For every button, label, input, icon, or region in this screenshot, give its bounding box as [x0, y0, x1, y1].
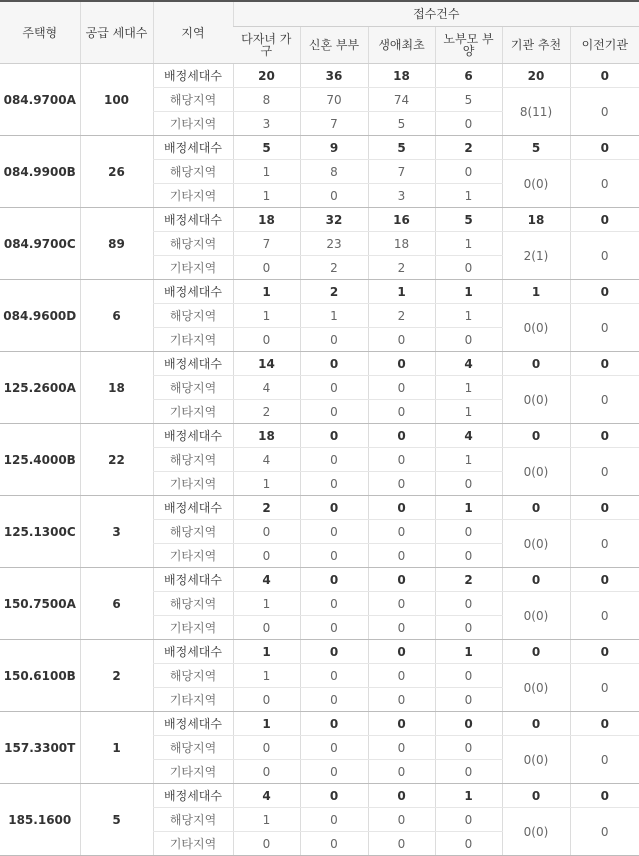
allocation-cell: 16 [368, 208, 435, 232]
supply-count-cell: 100 [80, 64, 153, 136]
allocation-cell: 0 [570, 712, 639, 736]
local-count-cell: 0 [368, 736, 435, 760]
header-elderly-parent: 노부모 부양 [435, 27, 502, 64]
allocation-cell: 4 [435, 352, 502, 376]
allocation-cell: 0 [570, 352, 639, 376]
relocation-count-cell: 0 [570, 376, 639, 424]
allocation-cell: 1 [368, 280, 435, 304]
allocation-cell: 0 [368, 424, 435, 448]
allocation-cell: 0 [300, 424, 368, 448]
other-count-cell: 0 [435, 760, 502, 784]
other-count-cell: 0 [233, 328, 300, 352]
allocation-cell: 18 [233, 208, 300, 232]
local-count-cell: 1 [435, 376, 502, 400]
allocation-cell: 18 [233, 424, 300, 448]
supply-count-cell: 5 [80, 784, 153, 856]
other-count-cell: 0 [233, 616, 300, 640]
institution-count-cell: 8(11) [502, 88, 570, 136]
local-count-cell: 4 [233, 376, 300, 400]
local-count-cell: 7 [233, 232, 300, 256]
local-count-cell: 18 [368, 232, 435, 256]
region-label-other: 기타지역 [153, 688, 233, 712]
other-count-cell: 7 [300, 112, 368, 136]
other-count-cell: 0 [233, 832, 300, 856]
region-label-local: 해당지역 [153, 304, 233, 328]
other-count-cell: 0 [435, 112, 502, 136]
table-row [0, 136, 639, 160]
allocation-cell: 0 [502, 784, 570, 808]
allocation-cell: 0 [300, 784, 368, 808]
region-label-allocation: 배정세대수 [153, 496, 233, 520]
other-count-cell: 1 [233, 472, 300, 496]
other-count-cell: 5 [368, 112, 435, 136]
header-relocation: 이전기관 [570, 27, 639, 64]
other-count-cell: 3 [368, 184, 435, 208]
header-supply: 공급 세대수 [80, 1, 153, 64]
allocation-cell: 0 [570, 496, 639, 520]
local-count-cell: 7 [368, 160, 435, 184]
table-row [0, 568, 639, 592]
table-row [0, 208, 639, 232]
relocation-count-cell: 0 [570, 304, 639, 352]
institution-count-cell: 0(0) [502, 448, 570, 496]
local-count-cell: 1 [300, 304, 368, 328]
allocation-cell: 36 [300, 64, 368, 88]
institution-count-cell: 2(1) [502, 232, 570, 280]
allocation-cell: 0 [435, 712, 502, 736]
allocation-cell: 0 [368, 712, 435, 736]
allocation-cell: 0 [570, 64, 639, 88]
other-count-cell: 0 [435, 832, 502, 856]
housing-type-cell: 084.9700A [0, 64, 80, 136]
header-received: 접수건수 [233, 1, 639, 27]
allocation-cell: 6 [435, 64, 502, 88]
other-count-cell: 0 [300, 472, 368, 496]
header-type: 주택형 [0, 1, 80, 64]
region-label-allocation: 배정세대수 [153, 568, 233, 592]
supply-count-cell: 3 [80, 496, 153, 568]
other-count-cell: 0 [368, 616, 435, 640]
relocation-count-cell: 0 [570, 448, 639, 496]
other-count-cell: 0 [435, 256, 502, 280]
other-count-cell: 0 [233, 688, 300, 712]
allocation-cell: 18 [502, 208, 570, 232]
table-row [0, 496, 639, 520]
other-count-cell: 0 [300, 544, 368, 568]
institution-count-cell: 0(0) [502, 808, 570, 856]
allocation-cell: 20 [233, 64, 300, 88]
region-label-allocation: 배정세대수 [153, 280, 233, 304]
supply-count-cell: 1 [80, 712, 153, 784]
local-count-cell: 1 [233, 304, 300, 328]
region-label-local: 해당지역 [153, 160, 233, 184]
local-count-cell: 1 [435, 232, 502, 256]
supply-count-cell: 6 [80, 280, 153, 352]
other-count-cell: 0 [300, 832, 368, 856]
housing-type-cell: 125.4000B [0, 424, 80, 496]
allocation-cell: 5 [435, 208, 502, 232]
supply-count-cell: 18 [80, 352, 153, 424]
local-count-cell: 0 [300, 664, 368, 688]
allocation-cell: 9 [300, 136, 368, 160]
institution-count-cell: 0(0) [502, 664, 570, 712]
allocation-cell: 0 [368, 640, 435, 664]
other-count-cell: 0 [233, 256, 300, 280]
table-row [0, 784, 639, 808]
allocation-cell: 0 [502, 352, 570, 376]
allocation-cell: 2 [435, 136, 502, 160]
allocation-cell: 0 [300, 496, 368, 520]
region-label-allocation: 배정세대수 [153, 352, 233, 376]
relocation-count-cell: 0 [570, 592, 639, 640]
local-count-cell: 0 [300, 592, 368, 616]
other-count-cell: 2 [368, 256, 435, 280]
region-label-allocation: 배정세대수 [153, 784, 233, 808]
allocation-cell: 2 [300, 280, 368, 304]
other-count-cell: 0 [435, 544, 502, 568]
table-header [0, 1, 639, 64]
housing-type-cell: 150.6100B [0, 640, 80, 712]
housing-type-cell: 185.1600 [0, 784, 80, 856]
housing-type-cell: 125.1300C [0, 496, 80, 568]
allocation-cell: 1 [233, 640, 300, 664]
local-count-cell: 0 [300, 376, 368, 400]
header-firsttime: 생애최초 [368, 27, 435, 64]
header-multichild: 다자녀 가구 [233, 27, 300, 64]
other-count-cell: 0 [368, 688, 435, 712]
allocation-cell: 1 [435, 280, 502, 304]
header-newlywed: 신혼 부부 [300, 27, 368, 64]
allocation-cell: 1 [233, 280, 300, 304]
housing-type-cell: 084.9700C [0, 208, 80, 280]
allocation-cell: 0 [300, 712, 368, 736]
allocation-cell: 0 [502, 424, 570, 448]
relocation-count-cell: 0 [570, 664, 639, 712]
allocation-cell: 4 [435, 424, 502, 448]
relocation-count-cell: 0 [570, 808, 639, 856]
relocation-count-cell: 0 [570, 232, 639, 280]
allocation-cell: 0 [570, 568, 639, 592]
local-count-cell: 0 [368, 592, 435, 616]
supply-count-cell: 2 [80, 640, 153, 712]
local-count-cell: 0 [435, 664, 502, 688]
region-label-other: 기타지역 [153, 544, 233, 568]
region-label-local: 해당지역 [153, 592, 233, 616]
housing-type-cell: 157.3300T [0, 712, 80, 784]
region-label-other: 기타지역 [153, 472, 233, 496]
other-count-cell: 0 [368, 400, 435, 424]
allocation-cell: 14 [233, 352, 300, 376]
other-count-cell: 0 [435, 616, 502, 640]
local-count-cell: 1 [233, 664, 300, 688]
local-count-cell: 70 [300, 88, 368, 112]
local-count-cell: 0 [368, 664, 435, 688]
region-label-allocation: 배정세대수 [153, 208, 233, 232]
local-count-cell: 0 [368, 808, 435, 832]
local-count-cell: 0 [300, 448, 368, 472]
other-count-cell: 0 [368, 760, 435, 784]
allocation-cell: 20 [502, 64, 570, 88]
region-label-local: 해당지역 [153, 808, 233, 832]
other-count-cell: 0 [233, 760, 300, 784]
local-count-cell: 8 [233, 88, 300, 112]
region-label-other: 기타지역 [153, 112, 233, 136]
allocation-cell: 0 [300, 568, 368, 592]
region-label-allocation: 배정세대수 [153, 64, 233, 88]
other-count-cell: 2 [233, 400, 300, 424]
allocation-cell: 0 [368, 568, 435, 592]
allocation-cell: 0 [570, 136, 639, 160]
local-count-cell: 1 [233, 808, 300, 832]
supply-count-cell: 26 [80, 136, 153, 208]
region-label-other: 기타지역 [153, 760, 233, 784]
supply-count-cell: 6 [80, 568, 153, 640]
local-count-cell: 1 [435, 304, 502, 328]
local-count-cell: 0 [435, 736, 502, 760]
allocation-cell: 0 [570, 784, 639, 808]
allocation-cell: 0 [300, 352, 368, 376]
allocation-cell: 32 [300, 208, 368, 232]
allocation-cell: 0 [502, 712, 570, 736]
supply-count-cell: 89 [80, 208, 153, 280]
other-count-cell: 2 [300, 256, 368, 280]
relocation-count-cell: 0 [570, 88, 639, 136]
institution-count-cell: 0(0) [502, 736, 570, 784]
relocation-count-cell: 0 [570, 736, 639, 784]
allocation-cell: 0 [570, 208, 639, 232]
region-label-other: 기타지역 [153, 256, 233, 280]
table-row [0, 424, 639, 448]
table-row [0, 280, 639, 304]
local-count-cell: 1 [233, 592, 300, 616]
other-count-cell: 0 [300, 328, 368, 352]
region-label-allocation: 배정세대수 [153, 640, 233, 664]
local-count-cell: 0 [368, 448, 435, 472]
institution-count-cell: 0(0) [502, 376, 570, 424]
region-label-local: 해당지역 [153, 232, 233, 256]
region-label-local: 해당지역 [153, 88, 233, 112]
local-count-cell: 0 [300, 808, 368, 832]
allocation-cell: 0 [368, 496, 435, 520]
local-count-cell: 0 [300, 520, 368, 544]
table-row [0, 352, 639, 376]
local-count-cell: 4 [233, 448, 300, 472]
local-count-cell: 0 [435, 808, 502, 832]
region-label-other: 기타지역 [153, 328, 233, 352]
table-row [0, 712, 639, 736]
region-label-local: 해당지역 [153, 448, 233, 472]
local-count-cell: 74 [368, 88, 435, 112]
table-body [0, 64, 639, 856]
other-count-cell: 0 [300, 688, 368, 712]
other-count-cell: 0 [300, 400, 368, 424]
header-region: 지역 [153, 1, 233, 64]
allocation-cell: 0 [570, 424, 639, 448]
allocation-cell: 2 [233, 496, 300, 520]
allocation-cell: 0 [570, 280, 639, 304]
allocation-cell: 5 [502, 136, 570, 160]
other-count-cell: 1 [435, 400, 502, 424]
region-label-allocation: 배정세대수 [153, 424, 233, 448]
housing-type-cell: 084.9900B [0, 136, 80, 208]
other-count-cell: 0 [300, 760, 368, 784]
local-count-cell: 23 [300, 232, 368, 256]
allocation-cell: 2 [435, 568, 502, 592]
local-count-cell: 1 [233, 160, 300, 184]
local-count-cell: 0 [368, 376, 435, 400]
institution-count-cell: 0(0) [502, 520, 570, 568]
institution-count-cell: 0(0) [502, 592, 570, 640]
region-label-other: 기타지역 [153, 400, 233, 424]
table-row [0, 640, 639, 664]
other-count-cell: 0 [368, 544, 435, 568]
allocation-cell: 0 [502, 496, 570, 520]
allocation-cell: 0 [368, 784, 435, 808]
other-count-cell: 0 [300, 616, 368, 640]
local-count-cell: 0 [435, 592, 502, 616]
allocation-cell: 0 [502, 640, 570, 664]
local-count-cell: 0 [233, 520, 300, 544]
region-label-local: 해당지역 [153, 664, 233, 688]
region-label-allocation: 배정세대수 [153, 136, 233, 160]
allocation-cell: 0 [570, 640, 639, 664]
other-count-cell: 0 [435, 688, 502, 712]
local-count-cell: 0 [300, 736, 368, 760]
allocation-cell: 4 [233, 568, 300, 592]
allocation-cell: 1 [435, 784, 502, 808]
other-count-cell: 1 [435, 184, 502, 208]
allocation-cell: 1 [502, 280, 570, 304]
region-label-other: 기타지역 [153, 616, 233, 640]
region-label-other: 기타지역 [153, 184, 233, 208]
other-count-cell: 0 [435, 472, 502, 496]
local-count-cell: 1 [435, 448, 502, 472]
allocation-cell: 1 [233, 712, 300, 736]
relocation-count-cell: 0 [570, 160, 639, 208]
other-count-cell: 0 [300, 184, 368, 208]
other-count-cell: 0 [368, 832, 435, 856]
other-count-cell: 0 [435, 328, 502, 352]
local-count-cell: 0 [233, 736, 300, 760]
region-label-allocation: 배정세대수 [153, 712, 233, 736]
housing-type-cell: 125.2600A [0, 352, 80, 424]
relocation-count-cell: 0 [570, 520, 639, 568]
other-count-cell: 3 [233, 112, 300, 136]
region-label-local: 해당지역 [153, 520, 233, 544]
allocation-cell: 18 [368, 64, 435, 88]
header-institution: 기관 추천 [502, 27, 570, 64]
housing-type-cell: 084.9600D [0, 280, 80, 352]
institution-count-cell: 0(0) [502, 160, 570, 208]
allocation-cell: 1 [435, 640, 502, 664]
allocation-cell: 0 [368, 352, 435, 376]
allocation-cell: 4 [233, 784, 300, 808]
local-count-cell: 2 [368, 304, 435, 328]
region-label-other: 기타지역 [153, 832, 233, 856]
allocation-cell: 1 [435, 496, 502, 520]
allocation-cell: 0 [502, 568, 570, 592]
local-count-cell: 0 [435, 520, 502, 544]
other-count-cell: 0 [233, 544, 300, 568]
supply-count-cell: 22 [80, 424, 153, 496]
allocation-cell: 5 [368, 136, 435, 160]
housing-type-cell: 150.7500A [0, 568, 80, 640]
other-count-cell: 0 [368, 328, 435, 352]
local-count-cell: 5 [435, 88, 502, 112]
other-count-cell: 0 [368, 472, 435, 496]
region-label-local: 해당지역 [153, 376, 233, 400]
local-count-cell: 0 [435, 160, 502, 184]
institution-count-cell: 0(0) [502, 304, 570, 352]
table-row [0, 64, 639, 88]
local-count-cell: 0 [368, 520, 435, 544]
other-count-cell: 1 [233, 184, 300, 208]
allocation-cell: 5 [233, 136, 300, 160]
region-label-local: 해당지역 [153, 736, 233, 760]
allocation-cell: 0 [300, 640, 368, 664]
local-count-cell: 8 [300, 160, 368, 184]
